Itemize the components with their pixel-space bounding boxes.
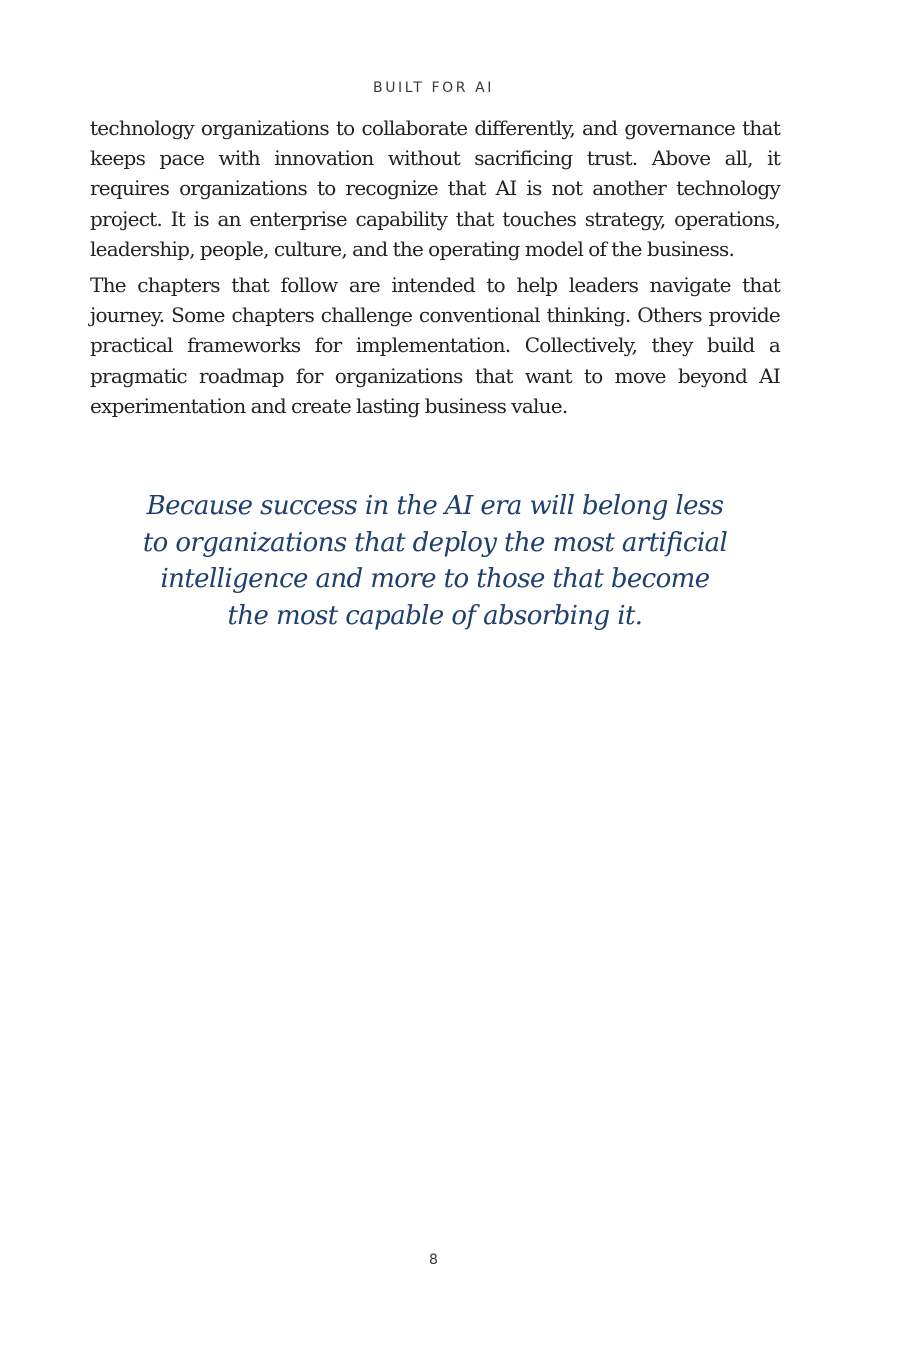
paragraph: technology organizations to collaborate differently, and governance that keeps pace with innovation without sacrificing trust. Above all, it requires organizations to recognize that AI is not another technology project. It is an enterprise capability that touches strategy, operations, leadership, people, culture, and the operating model of the business. bbox=[90, 116, 780, 261]
paragraph: The chapters that follow are intended to help leaders navigate that journey. Some chapters challenge conventional thinking. Others provide practical frameworks for implementation. Collectively, they build a pragmatic roadmap for organizations that want to move beyond AI experimentation and create lasting business value. bbox=[90, 273, 780, 418]
running-header: BUILT FOR AI bbox=[372, 80, 494, 96]
body-text bbox=[90, 113, 780, 427]
page-number: 8 bbox=[429, 1252, 438, 1268]
pull-quote: Because success in the AI era will belong less to organizations that deploy the most artificial intelligence and more to those that become the most capable of absorbing it. bbox=[142, 491, 728, 631]
